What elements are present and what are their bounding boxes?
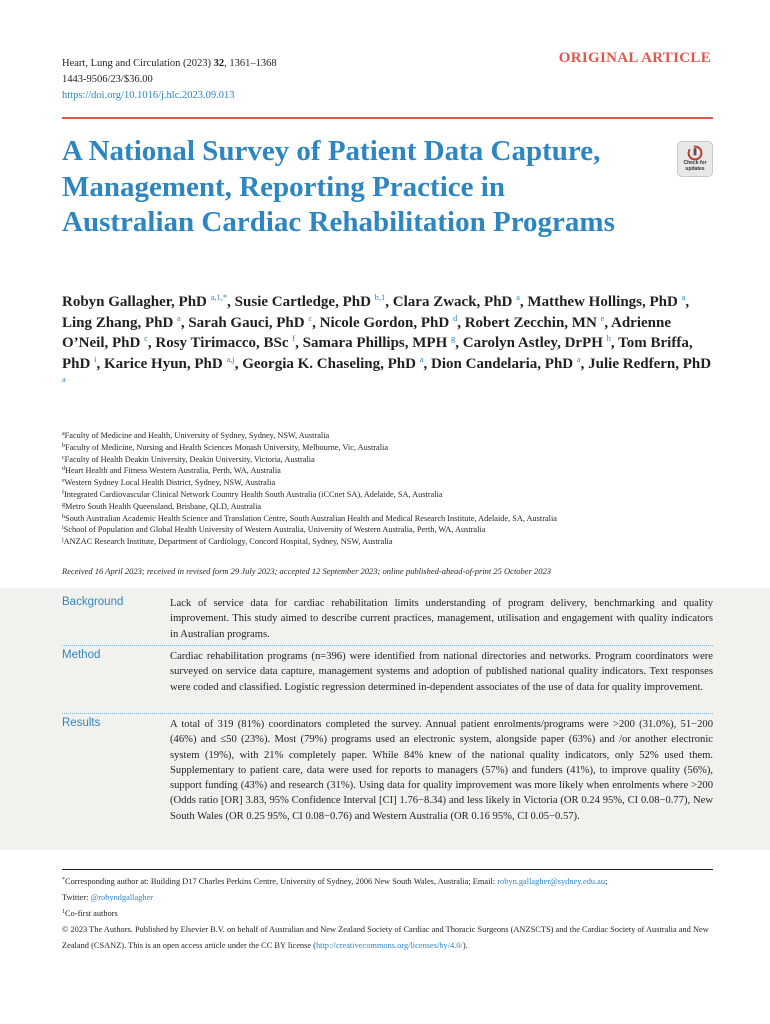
author-affiliation-marker: a — [516, 292, 520, 302]
affiliation-key: i — [62, 525, 64, 532]
author-name: Adrienne O’Neil, PhD — [62, 314, 671, 352]
author-affiliation-marker: b,1 — [374, 292, 386, 302]
author-name: Carolyn Astley, DrPH — [462, 335, 603, 352]
twitter-note: Twitter: @robyndgallagher — [62, 893, 154, 902]
license-link[interactable]: http://creativecommons.org/licenses/by/4.0/ — [315, 941, 463, 950]
author-name: Samara Phillips, MPH — [302, 335, 448, 352]
author-name: Karice Hyun, PhD — [103, 355, 223, 372]
author-affiliation-marker: a — [419, 353, 424, 364]
affiliation-text: Faculty of Health Deakin University, Deakin University, Victoria, Australia — [64, 454, 315, 464]
author — [431, 353, 581, 372]
affiliation-text: Western Sydney Local Health District, Sydney, NSW, Australia — [64, 478, 276, 488]
author-affiliation-marker: e — [600, 312, 605, 323]
twitter-link[interactable]: @robyndgallagher — [90, 893, 154, 902]
abstract-panel — [0, 588, 770, 850]
affiliation-text: ANZAC Research Institute, Department of Cardiology, Concord Hospital, Sydney, NSW, Australia — [63, 537, 393, 547]
affiliation-text: School of Population and Global Health University of Western Australia, University of Western Australia, Perth, WA, Australia — [63, 525, 486, 535]
author-email-link[interactable]: robyn.gallagher@sydney.edu.au — [497, 877, 606, 886]
author-affiliation-marker: a — [681, 292, 686, 302]
affiliation-key: e — [62, 478, 65, 485]
author-affiliation-marker: c — [308, 312, 313, 323]
author-affiliation-marker: a,j — [226, 353, 235, 364]
author-affiliation-marker: d — [452, 312, 458, 323]
author-affiliation-marker: i — [94, 353, 97, 364]
author-affiliation-marker: f — [292, 333, 296, 344]
affiliation-key: f — [62, 489, 64, 496]
author — [319, 312, 458, 331]
affiliation-text: South Australian Academic Health Science and Translation Centre, South Australian Health and Medical Research Institute, Adelaide, SA, Australia — [65, 513, 557, 523]
corresponding-author-note: *Corresponding author at: Building D17 Charles Perkins Centre, University of Sydney, 2006 New South Wales, Australia; Email: robyn.gallagher@sydney.edu.au; — [62, 877, 608, 886]
affiliation-item — [62, 454, 712, 466]
footnotes — [62, 874, 713, 954]
article-dates: Received 16 April 2023; received in revised form 29 July 2023; accepted 12 September 2023; online published-ahead-of-print 25 October 2023 — [62, 566, 552, 576]
author — [62, 294, 227, 310]
abstract-divider — [62, 645, 713, 646]
background-text: Lack of service data for cardiac rehabilitation limits understanding of program delivery, benchmarking and quality improvement. This study aimed to describe current practices, management, utilisation and engagement with quality indicators in Australian programs. — [170, 598, 713, 640]
article-title: A National Survey of Patient Data Capture, Management, Reporting Practice in Australian Cardiac Rehabilitation Programs — [62, 135, 615, 238]
affiliation-item — [62, 430, 712, 442]
author-name: Robert Zecchin, MN — [464, 314, 597, 331]
author-affiliation-marker: a — [177, 312, 181, 323]
author — [62, 312, 181, 331]
affiliation-key: d — [62, 466, 65, 473]
author-affiliation-marker: a — [576, 353, 581, 364]
author-name: Julie Redfern, PhD — [588, 355, 712, 372]
affiliation-key: a — [62, 431, 65, 437]
journal-info — [62, 56, 277, 104]
author-name: Sarah Gauci, PhD — [188, 314, 305, 331]
affiliation-item — [62, 536, 712, 548]
affiliation-key: g — [62, 501, 65, 508]
author-name: Susie Cartledge, PhD — [234, 294, 371, 310]
affiliation-item — [62, 489, 712, 501]
author-name: Clara Zwack, PhD — [392, 294, 513, 310]
affiliation-item — [62, 465, 712, 477]
results-text: A total of 319 (81%) coordinators completed the survey. Annual patient enrolments/programs were >200 (31.0%), 51−200 (46%) and ≤50 (23%). Most (79%) programs used an electronic system, alongside paper (63%) and /or another electronic system (19%), with 21% completely paper. While 84% knew of the national quality indicators, only 52% used them. Supplementary to patient care, data were used for reports to managers (57%) and funders (41%), to improve quality (56%), support funding (43%) and research (31%). Using data for quality improvement was more likely when enrolments where >200 (Odds ratio [OR] 3.83, 95% Confidence Interval [CI] 1.76−8.34) and less likely in Victoria (OR 0.24 95%, CI 0.08−0.77), New South Wales (OR 0.25 95%, CI 0.08−0.76) and Western Australia (OR 0.16 95%, CI 0.05−0.57). — [170, 719, 713, 822]
background-heading: Background — [62, 596, 124, 608]
affiliation-text: Metro South Health Queensland, Brisbane, QLD, Australia — [65, 501, 262, 511]
journal-citation: Heart, Lung and Circulation (2023) 32, 1361–1368 — [62, 58, 277, 69]
method-heading: Method — [62, 649, 101, 661]
affiliation-key: c — [62, 454, 65, 461]
abstract-divider — [62, 713, 713, 714]
affiliation-item — [62, 442, 712, 454]
author-affiliation-marker: g — [451, 333, 456, 344]
affiliation-text: Faculty of Medicine, Nursing and Health Sciences Monash University, Melbourne, Vic, Australia — [65, 442, 389, 452]
footnote-divider — [62, 869, 713, 870]
header-divider — [62, 117, 713, 119]
author-affiliation-marker: h — [606, 333, 611, 344]
affiliation-item — [62, 513, 712, 525]
author — [463, 335, 611, 351]
author-name: Nicole Gordon, PhD — [319, 314, 450, 331]
check-badge-label: Check for updates — [683, 160, 707, 172]
author — [527, 294, 685, 310]
results-heading: Results — [62, 717, 101, 729]
affiliation-text: Faculty of Medicine and Health, University of Sydney, Sydney, NSW, Australia — [64, 431, 330, 440]
affiliation-list — [62, 430, 712, 548]
author-affiliation-marker: c — [144, 333, 148, 344]
author-name: Tom Briffa, PhD — [62, 335, 693, 372]
cofirst-note: $^1$Co-first authors — [62, 909, 118, 918]
author — [103, 353, 235, 372]
author — [464, 312, 605, 331]
doi-link[interactable]: https://doi.org/10.1016/j.hlc.2023.09.013 — [62, 90, 235, 101]
affiliation-key: h — [62, 513, 65, 520]
author — [393, 294, 520, 310]
author — [155, 335, 295, 351]
affiliation-key: b — [62, 442, 65, 449]
author-name: Rosy Tirimacco, BSc — [155, 335, 289, 352]
affiliation-text: Heart Health and Fitness Western Australia, Perth, WA, Australia — [65, 466, 281, 476]
author — [235, 294, 386, 310]
article-type-label: ORIGINAL ARTICLE — [558, 50, 711, 66]
author — [303, 335, 456, 351]
affiliation-item — [62, 477, 712, 489]
check-updates-icon — [687, 145, 703, 161]
check-for-updates-badge[interactable] — [677, 141, 713, 177]
affiliation-item — [62, 501, 712, 513]
author-name: Robyn Gallagher, PhD — [62, 294, 207, 310]
license-note: © 2023 The Authors. Published by Elsevier B.V. on behalf of Australian and New Zealand Society of Cardiac and Thoracic Surgeons (ANZSCTS) and the Cardiac Society of Australia and New Zealand (CSANZ). This is an open access article under the CC BY license (http://creativecommons.org/licenses/by/4.0/). — [62, 925, 709, 950]
author — [242, 353, 424, 372]
author-name: Georgia K. Chaseling, PhD — [242, 355, 416, 372]
author-name: Dion Candelaria, PhD — [431, 355, 574, 372]
method-text: Cardiac rehabilitation programs (n=396) were identified from national directories and networks. Program coordinators were surveyed on service data capture, management systems and adoption of published national quality indicators. Text responses were coded and classified. Logistic regression determined in-dependent associates of the use of data for quality improvement. — [170, 651, 713, 693]
author-name: Ling Zhang, PhD — [62, 314, 174, 331]
author-list: Robyn Gallagher, PhD $^{a,1,*}$, Susie Cartledge, PhD $^{b,1}$, Clara Zwack, PhD $^a$, Matthew Hollings, PhD $^a$, Ling Zhang, PhD $^a$, Sarah Gauci, PhD $^c$, Nicole Gordon, PhD $^d$, Robert Zecchin, MN $^e$, Adrienne O’Neil, PhD $^c$, Rosy Tirimacco, BSc $^f$, Samara Phillips, MPH $^g$, Carolyn Astley, DrPH $^h$, Tom Briffa, PhD $^i$, Karice Hyun, PhD $^{a,j}$, Georgia K. Chaseling, PhD $^a$, Dion Candelaria, PhD $^a$, Julie Redfern, PhD $^a$ — [62, 292, 712, 395]
author-affiliation-marker: a,1,* — [210, 292, 228, 302]
affiliation-item — [62, 524, 712, 536]
author-name: Matthew Hollings, PhD — [527, 294, 678, 310]
author — [188, 312, 313, 331]
author-affiliation-marker: a — [62, 374, 66, 385]
affiliation-text: Integrated Cardiovascular Clinical Network Country Health South Australia (iCCnet SA), Adelaide, SA, Australia — [64, 489, 443, 499]
issn: 1443-9506/23/$36.00 — [62, 74, 153, 85]
affiliation-key: j — [62, 537, 64, 544]
